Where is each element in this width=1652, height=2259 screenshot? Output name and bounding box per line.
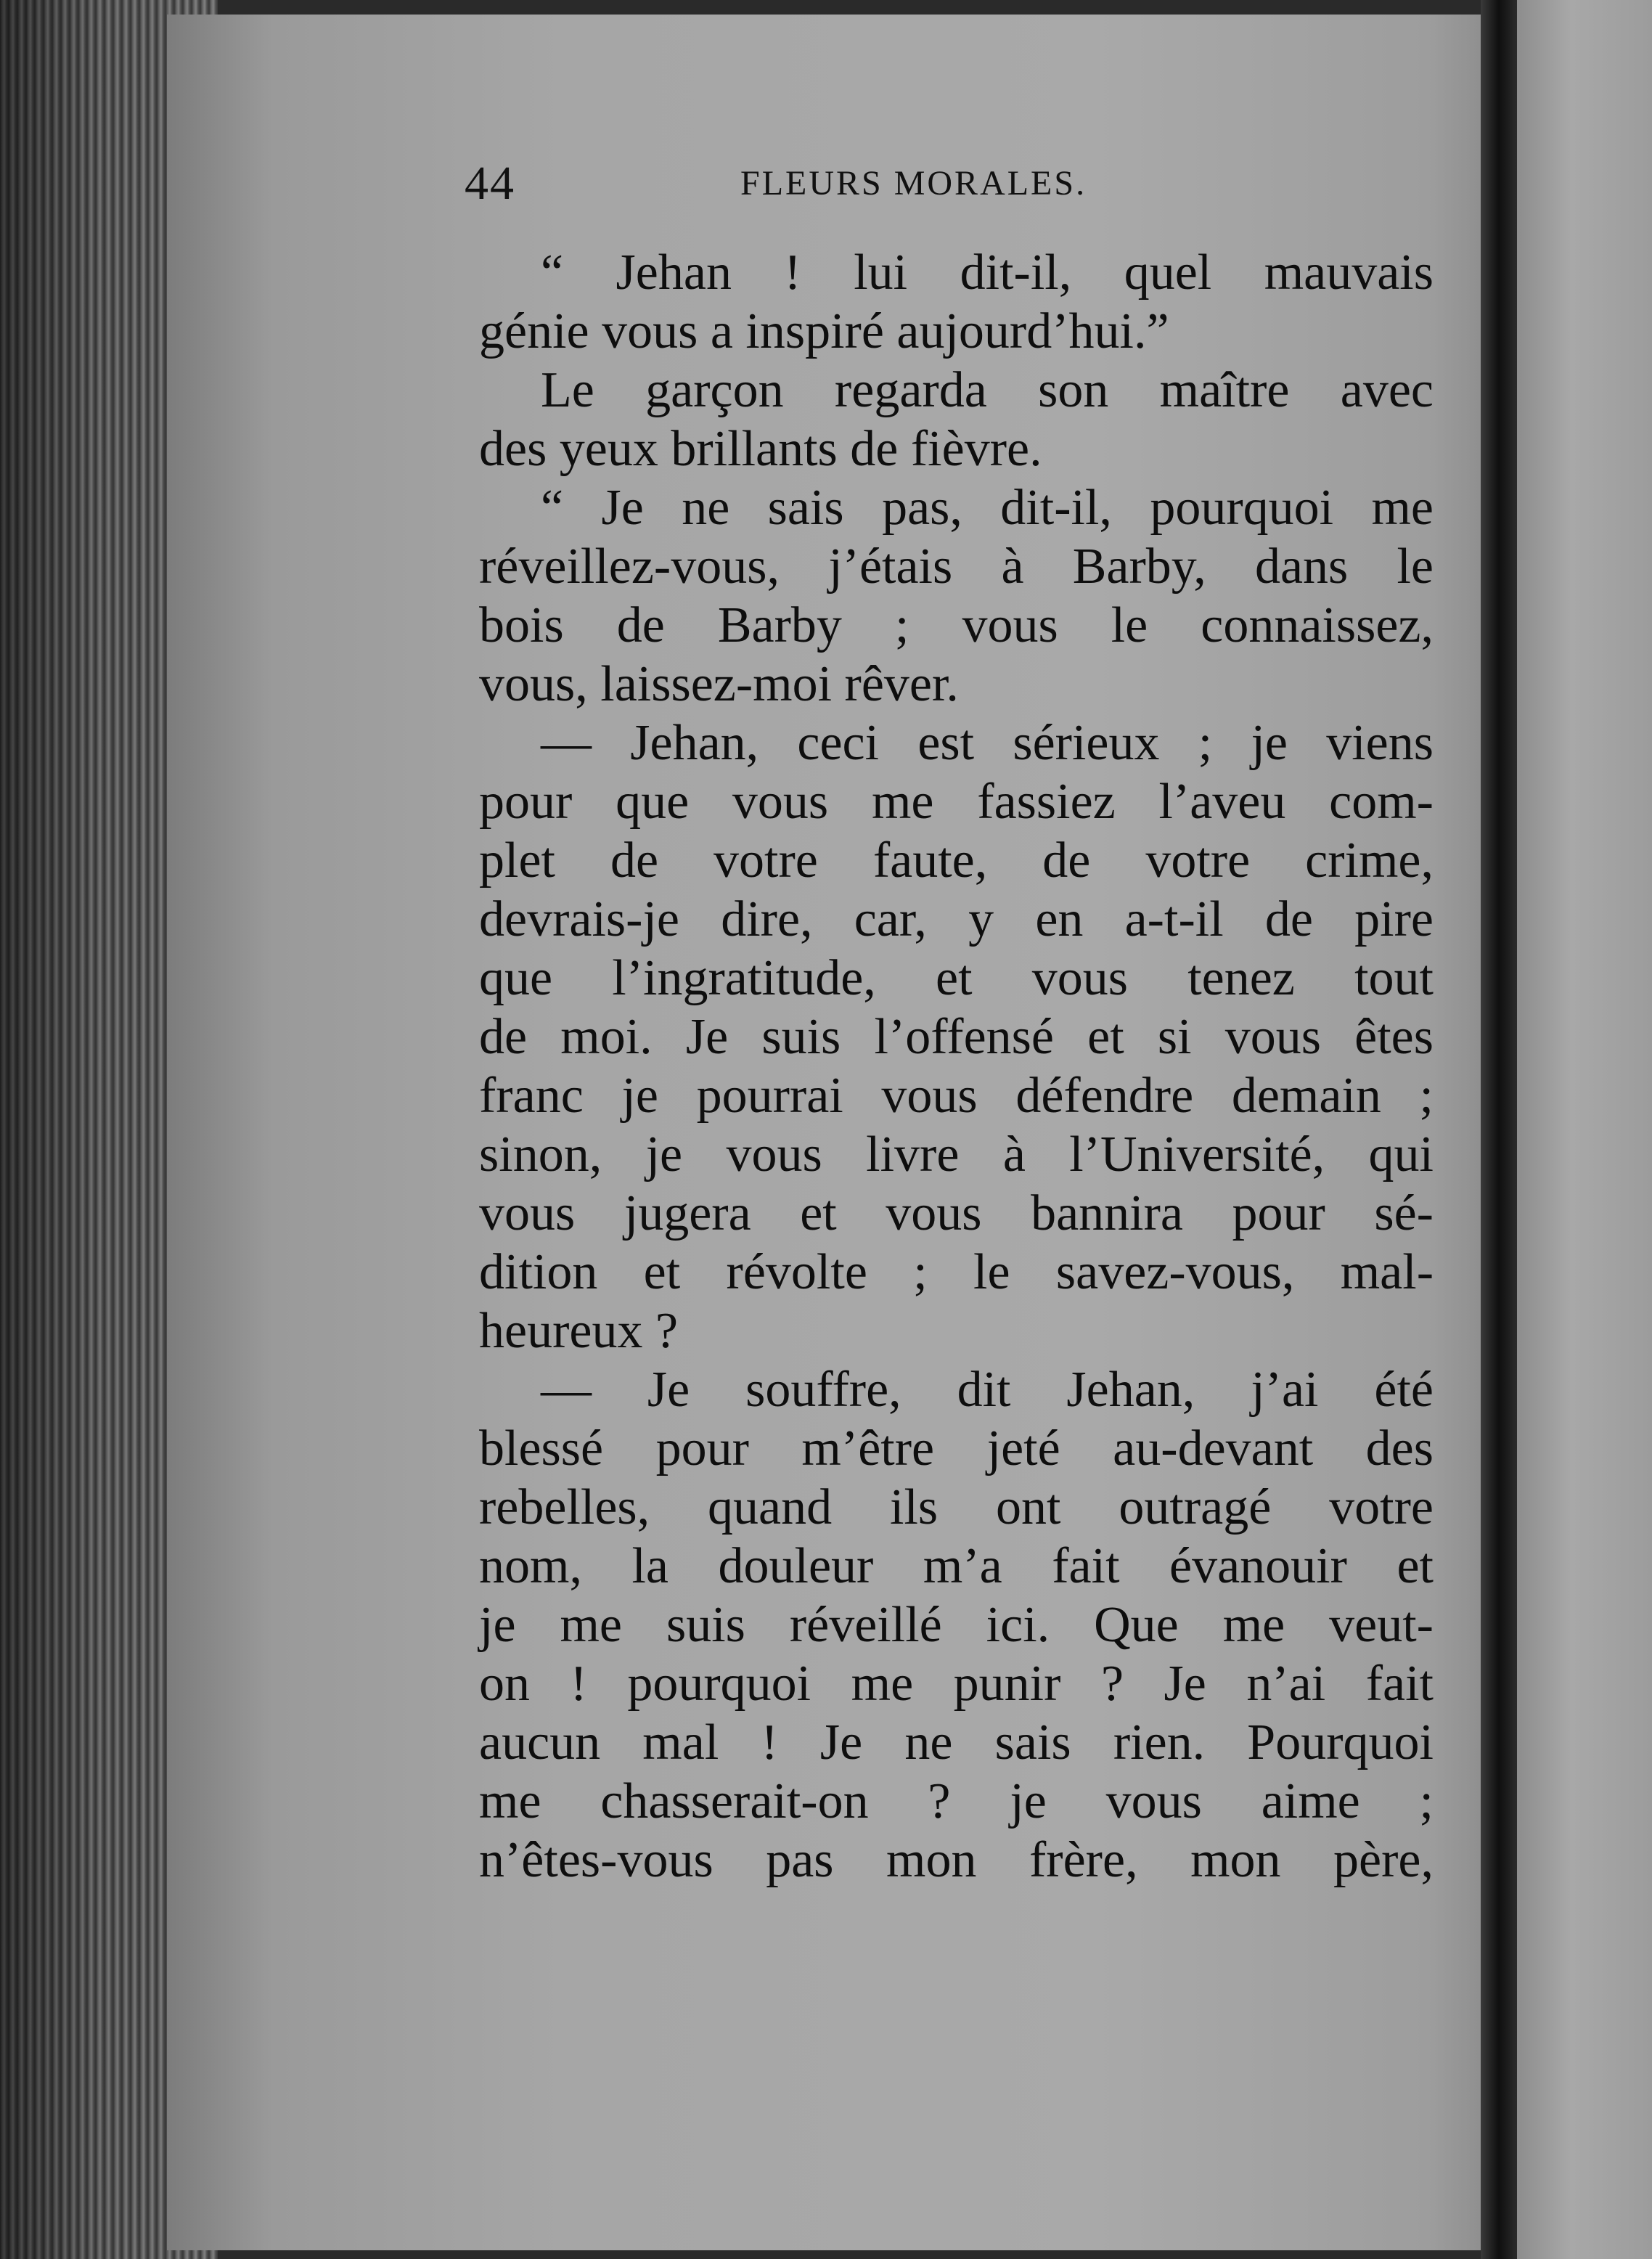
text-line: n’êtes-vous pas mon frère, mon père,: [479, 1832, 1434, 1888]
text-line: sinon, je vous livre à l’Université, qui: [479, 1127, 1434, 1182]
body-text: [479, 243, 1434, 1890]
text-line: dition et révolte ; le savez-vous, mal-: [479, 1244, 1434, 1300]
text-line: je me suis réveillé ici. Que me veut-: [479, 1597, 1434, 1653]
text-line: vous, laissez-moi rêver.: [479, 656, 959, 712]
text-line: “ Je ne sais pas, dit-il, pourquoi me: [541, 480, 1434, 536]
text-line: bois de Barby ; vous le connaissez,: [479, 597, 1434, 653]
text-line: des yeux brillants de fièvre.: [479, 421, 1042, 477]
text-line: devrais-je dire, car, y en a-t-il de pire: [479, 891, 1434, 947]
text-line: Le garçon regarda son maître avec: [541, 362, 1434, 418]
text-line: vous jugera et vous bannira pour sé-: [479, 1185, 1434, 1241]
text-line: rebelles, quand ils ont outragé votre: [479, 1479, 1434, 1535]
page-number: 44: [465, 157, 515, 210]
running-head: FLEURS MORALES.: [740, 164, 1087, 203]
book-gutter: [1481, 0, 1517, 2259]
text-line: blessé pour m’être jeté au-devant des: [479, 1421, 1434, 1476]
text-line: génie vous a inspiré aujourd’hui.”: [479, 303, 1169, 359]
text-line: nom, la douleur m’a fait évanouir et: [479, 1538, 1434, 1594]
text-line: de moi. Je suis l’offensé et si vous êtes: [479, 1009, 1434, 1065]
text-line: franc je pourrai vous défendre demain ;: [479, 1068, 1434, 1124]
text-line: aucun mal ! Je ne sais rien. Pourquoi: [479, 1715, 1434, 1770]
text-line: — Je souffre, dit Jehan, j’ai été: [541, 1362, 1434, 1418]
text-line: me chasserait-on ? je vous aime ;: [479, 1773, 1434, 1829]
text-line: réveillez-vous, j’étais à Barby, dans le: [479, 539, 1434, 595]
text-line: que l’ingratitude, et vous tenez tout: [479, 950, 1434, 1006]
text-line: heureux ?: [479, 1303, 679, 1359]
text-line: plet de votre faute, de votre crime,: [479, 833, 1434, 889]
right-page: [1517, 0, 1652, 2259]
text-line: “ Jehan ! lui dit-il, quel mauvais: [541, 245, 1434, 301]
text-line: on ! pourquoi me punir ? Je n’ai fait: [479, 1656, 1434, 1712]
page-header: [465, 156, 1466, 221]
text-line: pour que vous me fassiez l’aveu com-: [479, 774, 1434, 830]
text-line: — Jehan, ceci est sérieux ; je viens: [541, 715, 1434, 771]
